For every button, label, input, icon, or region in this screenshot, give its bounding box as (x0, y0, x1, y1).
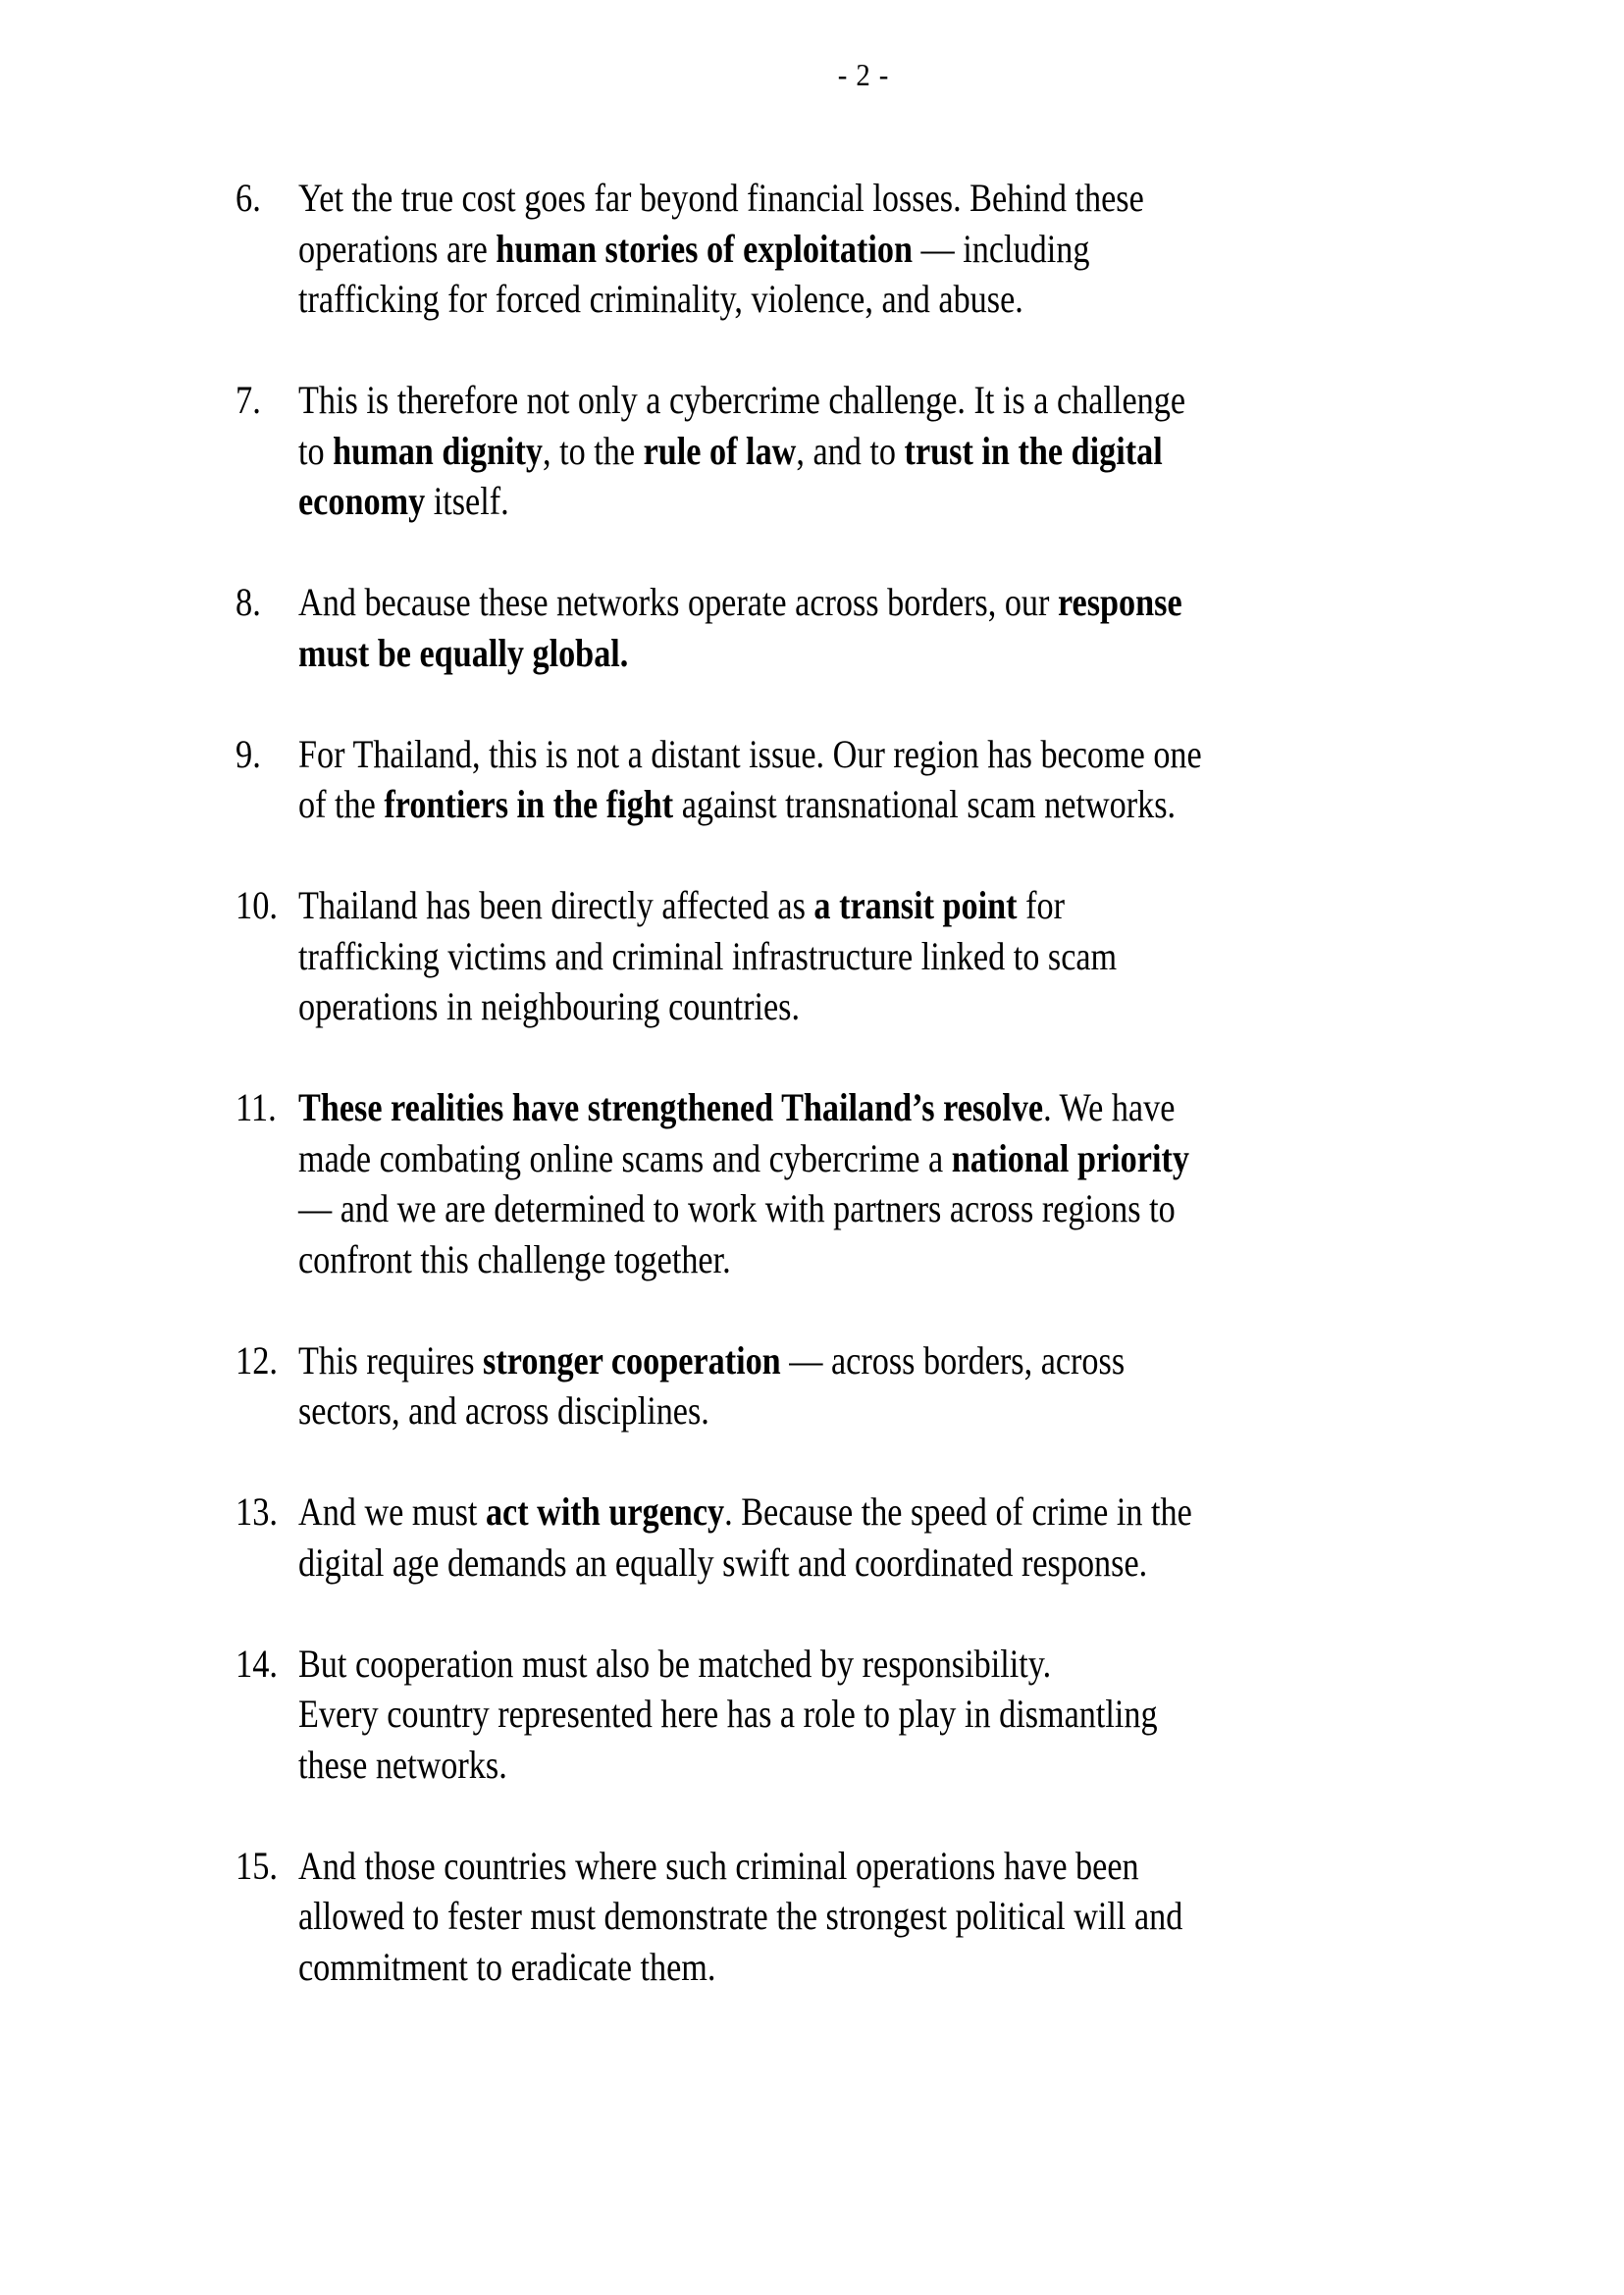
text-run: , to the (543, 428, 644, 473)
paragraph-item (236, 1335, 1511, 1436)
text-line (298, 375, 1336, 426)
numbered-paragraph-list (236, 173, 1511, 2043)
text-line (298, 981, 1336, 1032)
text-run: these networks. (298, 1742, 507, 1787)
text-line (298, 779, 1336, 830)
text-run: trafficking for forced criminality, violence, and abuse. (298, 277, 1023, 321)
text-run: , and to (796, 428, 905, 473)
paragraph-item (236, 729, 1511, 830)
bold-emphasis: frontiers in the fight (384, 782, 674, 826)
bold-emphasis: must be equally global. (298, 630, 629, 675)
paragraph-item (236, 1639, 1511, 1791)
text-line (298, 1841, 1336, 1892)
paragraph-number: 14. (236, 1641, 278, 1686)
paragraph-item (236, 577, 1511, 678)
text-run: to (298, 428, 334, 473)
paragraph-text (298, 1639, 1511, 1791)
text-line (298, 224, 1336, 275)
text-run: made combating online scams and cybercrime a (298, 1135, 952, 1180)
text-run: This is therefore not only a cybercrime challenge. It is a challenge (298, 378, 1186, 422)
bold-emphasis: human stories of exploitation (496, 226, 913, 271)
text-run: digital age demands an equally swift and coordinated response. (298, 1539, 1148, 1585)
page-number: - 2 - (837, 57, 890, 92)
text-run: And those countries where such criminal operations have been (298, 1843, 1139, 1888)
text-line (298, 1183, 1336, 1234)
bold-emphasis: act with urgency (485, 1489, 725, 1534)
text-run: commitment to eradicate them. (298, 1944, 716, 1989)
text-run: — and we are determined to work with partners across regions to (298, 1186, 1176, 1230)
text-line (298, 274, 1336, 325)
paragraph-item (236, 1082, 1511, 1284)
text-run: . We have (1043, 1085, 1176, 1129)
text-run: — including (912, 226, 1090, 271)
text-run: of the (298, 782, 385, 826)
text-run: Every country represented here has a role to play in dismantling (298, 1692, 1158, 1736)
text-run: Thailand has been directly affected as (298, 883, 814, 927)
text-line (298, 1133, 1336, 1184)
bold-emphasis: These realities have strengthened Thailand’s resolve (298, 1085, 1044, 1129)
paragraph-number: 12. (236, 1337, 278, 1382)
paragraph-number: 6. (236, 176, 261, 220)
paragraph-text (298, 1335, 1511, 1436)
paragraph-text (298, 1487, 1511, 1588)
text-line (298, 426, 1336, 477)
text-line (298, 1082, 1336, 1133)
paragraph-number: 8. (236, 580, 261, 624)
text-line (298, 1740, 1336, 1791)
paragraph-item (236, 1487, 1511, 1588)
bold-emphasis: a transit point (813, 883, 1018, 927)
paragraph-number: 10. (236, 883, 278, 927)
text-line (298, 1487, 1336, 1538)
text-run: This requires (298, 1337, 484, 1382)
text-line (298, 931, 1336, 982)
paragraph-number: 9. (236, 731, 261, 776)
paragraph-item (236, 1841, 1511, 1993)
text-line (298, 1942, 1336, 1993)
bold-emphasis: rule of law (643, 428, 797, 473)
text-run: Yet the true cost goes far beyond financial losses. Behind these (298, 176, 1144, 220)
paragraph-item (236, 880, 1511, 1032)
text-run: sectors, and across disciplines. (298, 1388, 709, 1433)
text-run: operations in neighbouring countries. (298, 984, 800, 1028)
text-run: itself. (425, 479, 509, 523)
text-run: confront this challenge together. (298, 1236, 731, 1281)
text-run: allowed to fester must demonstrate the strongest political will and (298, 1894, 1183, 1938)
paragraph-number: 7. (236, 378, 261, 422)
paragraph-text (298, 1082, 1511, 1284)
paragraph-number: 11. (236, 1085, 277, 1129)
text-run: And we must (298, 1489, 486, 1534)
text-run: . Because the speed of crime in the (724, 1489, 1192, 1534)
paragraph-item (236, 375, 1511, 527)
bold-emphasis: stronger cooperation (483, 1337, 781, 1382)
bold-emphasis: response (1057, 580, 1182, 624)
text-line (298, 729, 1336, 780)
text-line (298, 1538, 1336, 1589)
text-line (298, 1891, 1336, 1942)
paragraph-text (298, 577, 1511, 678)
text-run: And because these networks operate across borders, our (298, 580, 1058, 624)
text-run: trafficking victims and criminal infrastructure linked to scam (298, 933, 1118, 978)
paragraph-text (298, 375, 1511, 527)
text-run: operations are (298, 226, 497, 271)
paragraph-text (298, 880, 1511, 1032)
bold-emphasis: national priority (951, 1135, 1189, 1180)
paragraph-number: 15. (236, 1843, 278, 1888)
paragraph-item (236, 173, 1511, 325)
paragraph-text (298, 173, 1511, 325)
bold-emphasis: human dignity (333, 428, 544, 473)
text-line (298, 476, 1336, 527)
text-run: against transnational scam networks. (673, 782, 1177, 826)
text-line (298, 173, 1336, 224)
text-line (298, 1639, 1336, 1690)
text-line (298, 628, 1336, 679)
paragraph-number: 13. (236, 1489, 278, 1534)
text-run: For Thailand, this is not a distant issue. Our region has become one (298, 731, 1202, 776)
text-run: But cooperation must also be matched by responsibility. (298, 1641, 1052, 1686)
text-line (298, 1234, 1336, 1285)
text-run: — across borders, across (780, 1337, 1126, 1382)
text-line (298, 577, 1336, 628)
paragraph-text (298, 729, 1511, 830)
text-line (298, 1689, 1336, 1740)
text-run: for (1017, 883, 1065, 927)
paragraph-text (298, 1841, 1511, 1993)
text-line (298, 880, 1336, 931)
text-line (298, 1385, 1336, 1436)
bold-emphasis: economy (298, 479, 426, 523)
bold-emphasis: trust in the digital (904, 428, 1163, 473)
text-line (298, 1335, 1336, 1386)
